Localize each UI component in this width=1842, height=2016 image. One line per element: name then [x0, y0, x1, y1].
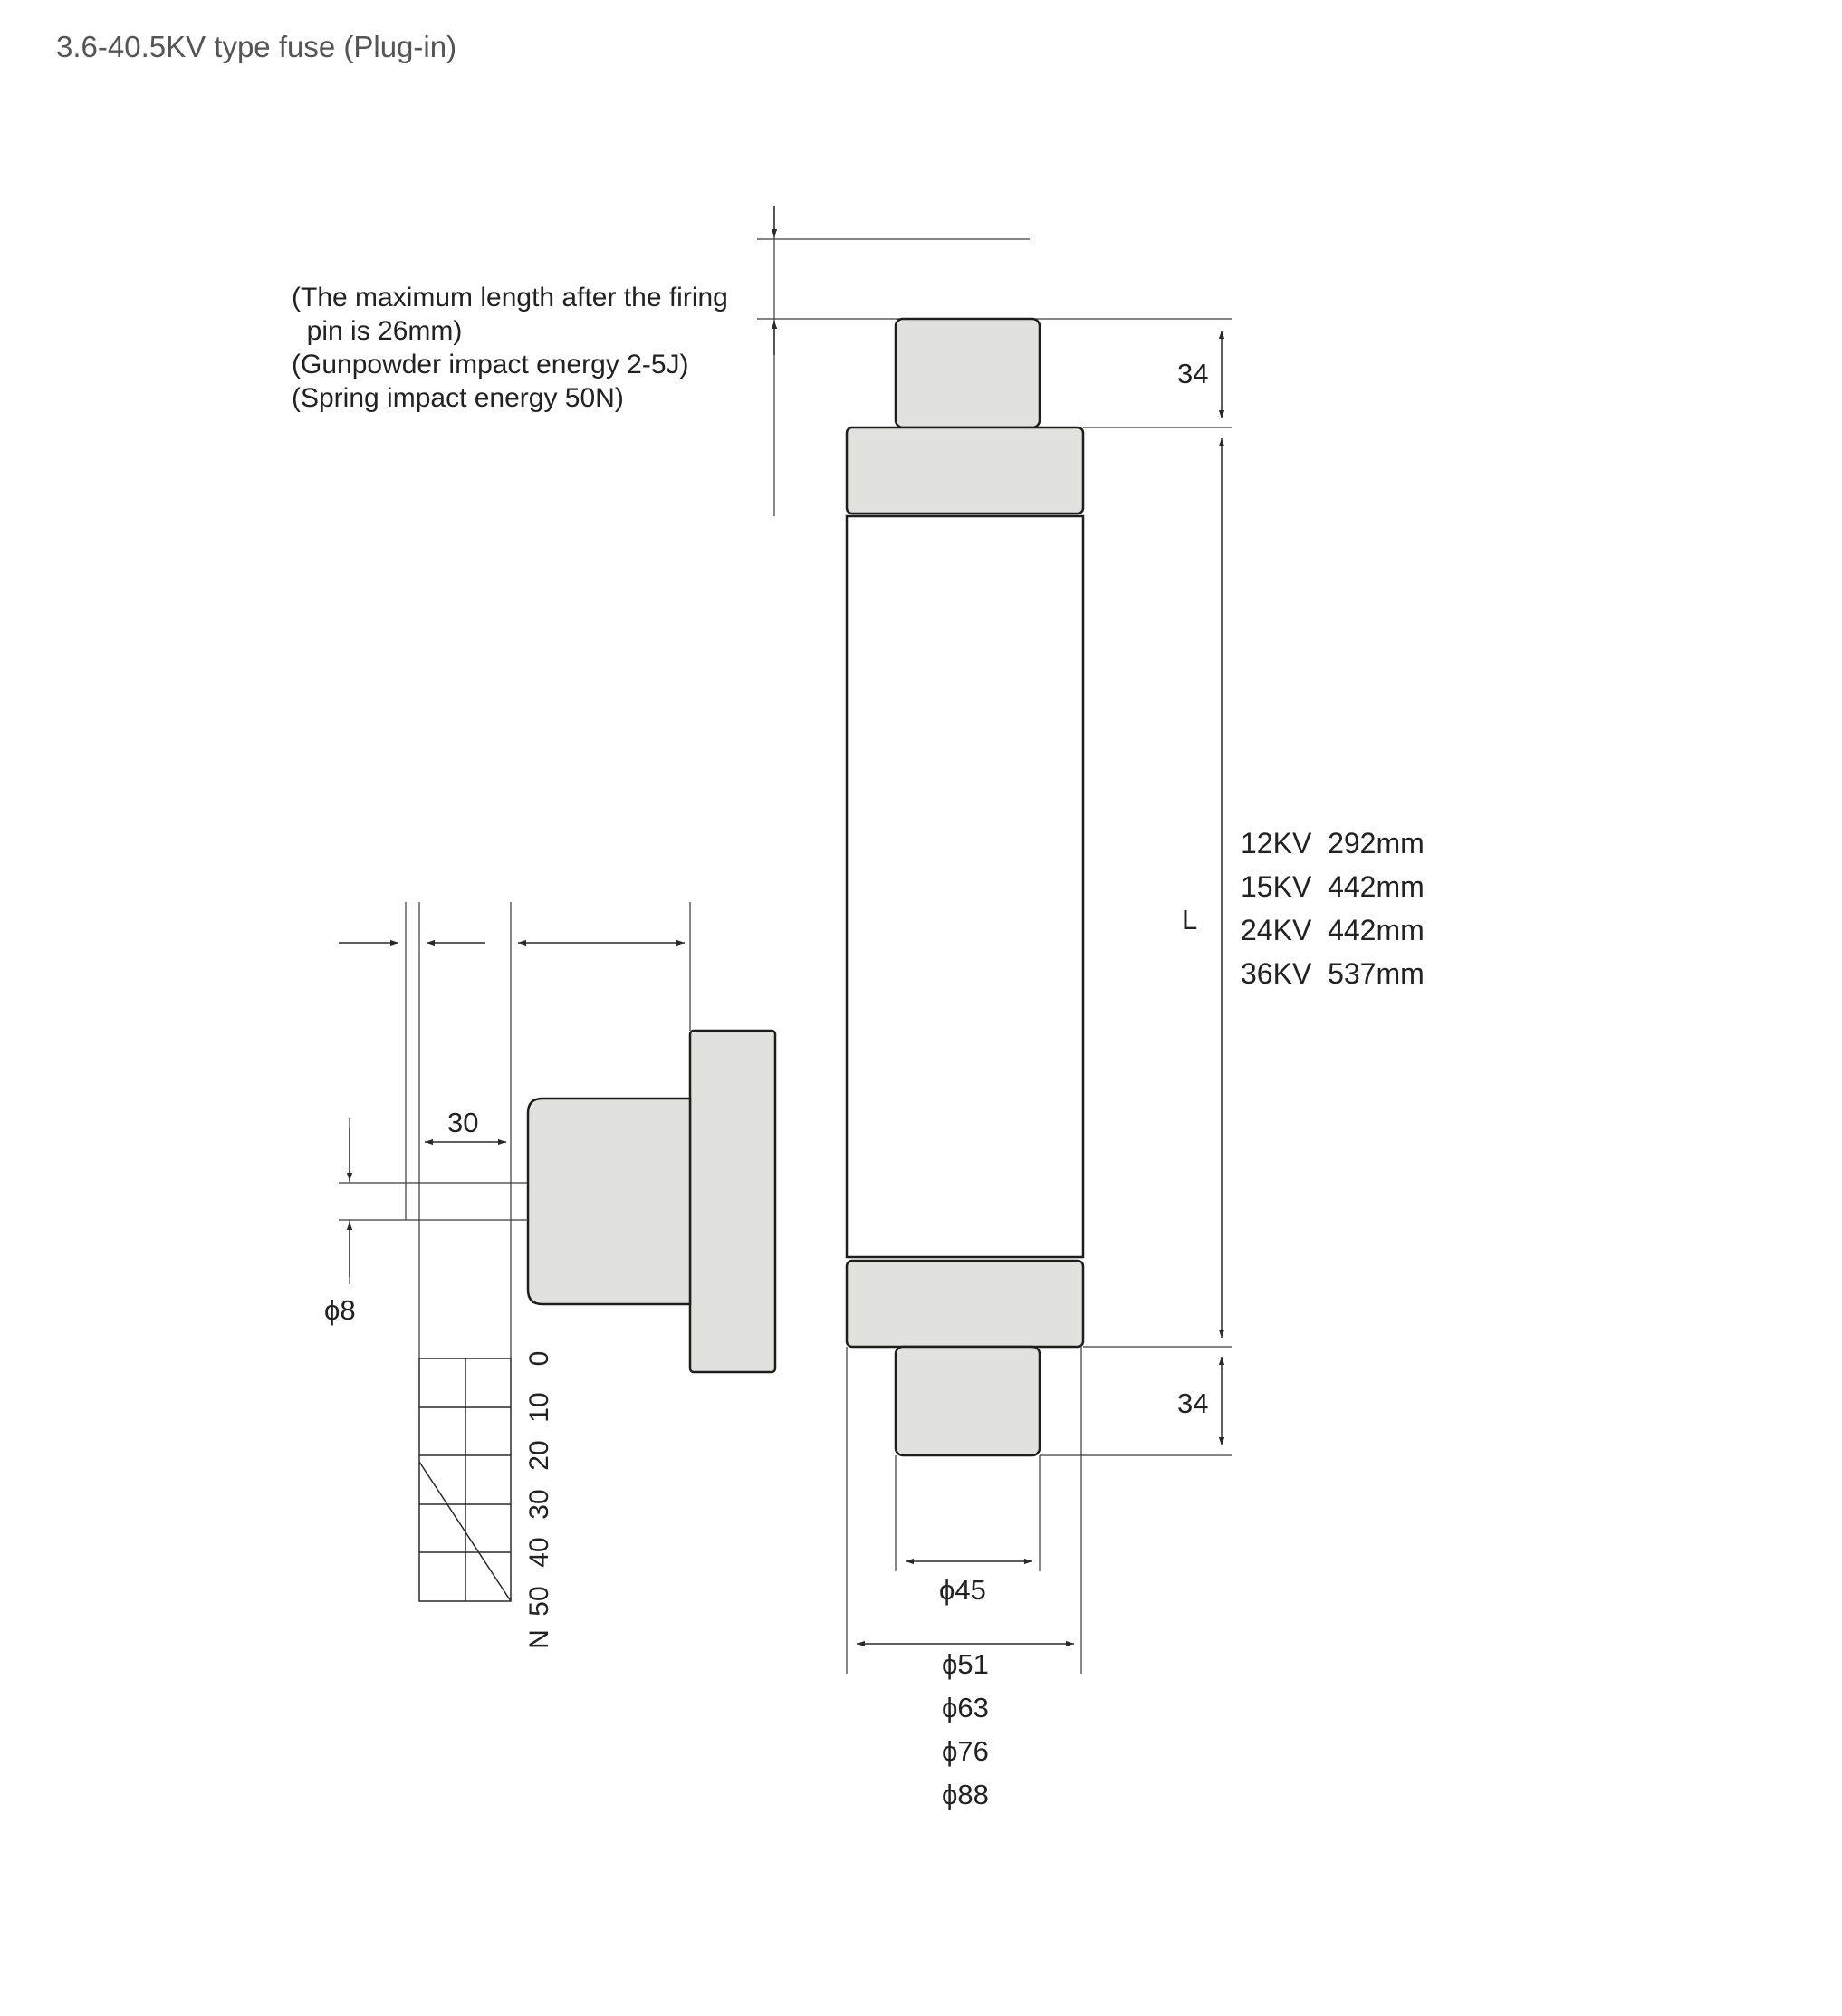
- note-line: pin is 26mm): [292, 316, 463, 346]
- top-end-flange: [847, 427, 1083, 514]
- outer-diameter-label: ϕ88: [942, 1779, 989, 1810]
- scale-label: 10: [524, 1392, 554, 1423]
- length-row: 12KV 292mm: [1241, 827, 1425, 859]
- length-symbol: L: [1182, 904, 1198, 936]
- bottom-end-flange: [847, 1261, 1083, 1347]
- length-row: 15KV 442mm: [1241, 870, 1425, 903]
- note-line: (The maximum length after the firing: [292, 283, 728, 312]
- side-width-label: 30: [447, 1107, 479, 1138]
- inner-diameter-label: ϕ45: [939, 1574, 986, 1606]
- fuse-body: [847, 319, 1083, 1455]
- note-line: (Gunpowder impact energy 2-5J): [292, 350, 689, 379]
- bottom-contact-cap: [896, 1347, 1040, 1455]
- page-title: 3.6-40.5KV type fuse (Plug-in): [56, 30, 457, 63]
- pin-diameter-label: ϕ8: [324, 1294, 356, 1326]
- side-view: [528, 1031, 775, 1372]
- outer-diameter-label: ϕ63: [942, 1692, 989, 1723]
- scale-label: 30: [524, 1489, 554, 1520]
- note-line: (Spring impact energy 50N): [292, 383, 624, 413]
- characteristic-grid: [419, 1358, 511, 1601]
- scale-label: 40: [524, 1537, 554, 1568]
- side-cap: [528, 1099, 690, 1304]
- grid-scale-labels: [524, 1351, 554, 1649]
- outer-diameter-label: ϕ51: [942, 1648, 989, 1680]
- top-cap-dimension: 34: [1177, 358, 1209, 389]
- outer-diameter-label: ϕ76: [942, 1735, 989, 1767]
- ceramic-tube: [847, 516, 1083, 1257]
- scale-label: 20: [524, 1440, 554, 1471]
- scale-label: 50: [524, 1586, 554, 1617]
- top-contact-cap: [896, 319, 1040, 427]
- side-flange: [690, 1031, 775, 1372]
- length-row: 36KV 537mm: [1241, 957, 1425, 990]
- impact-notes: [292, 283, 728, 413]
- length-table: [1241, 827, 1425, 990]
- bottom-cap-dimension: 34: [1177, 1387, 1209, 1419]
- scale-unit-label: N: [524, 1629, 554, 1649]
- length-row: 24KV 442mm: [1241, 914, 1425, 946]
- scale-label: 0: [524, 1350, 554, 1367]
